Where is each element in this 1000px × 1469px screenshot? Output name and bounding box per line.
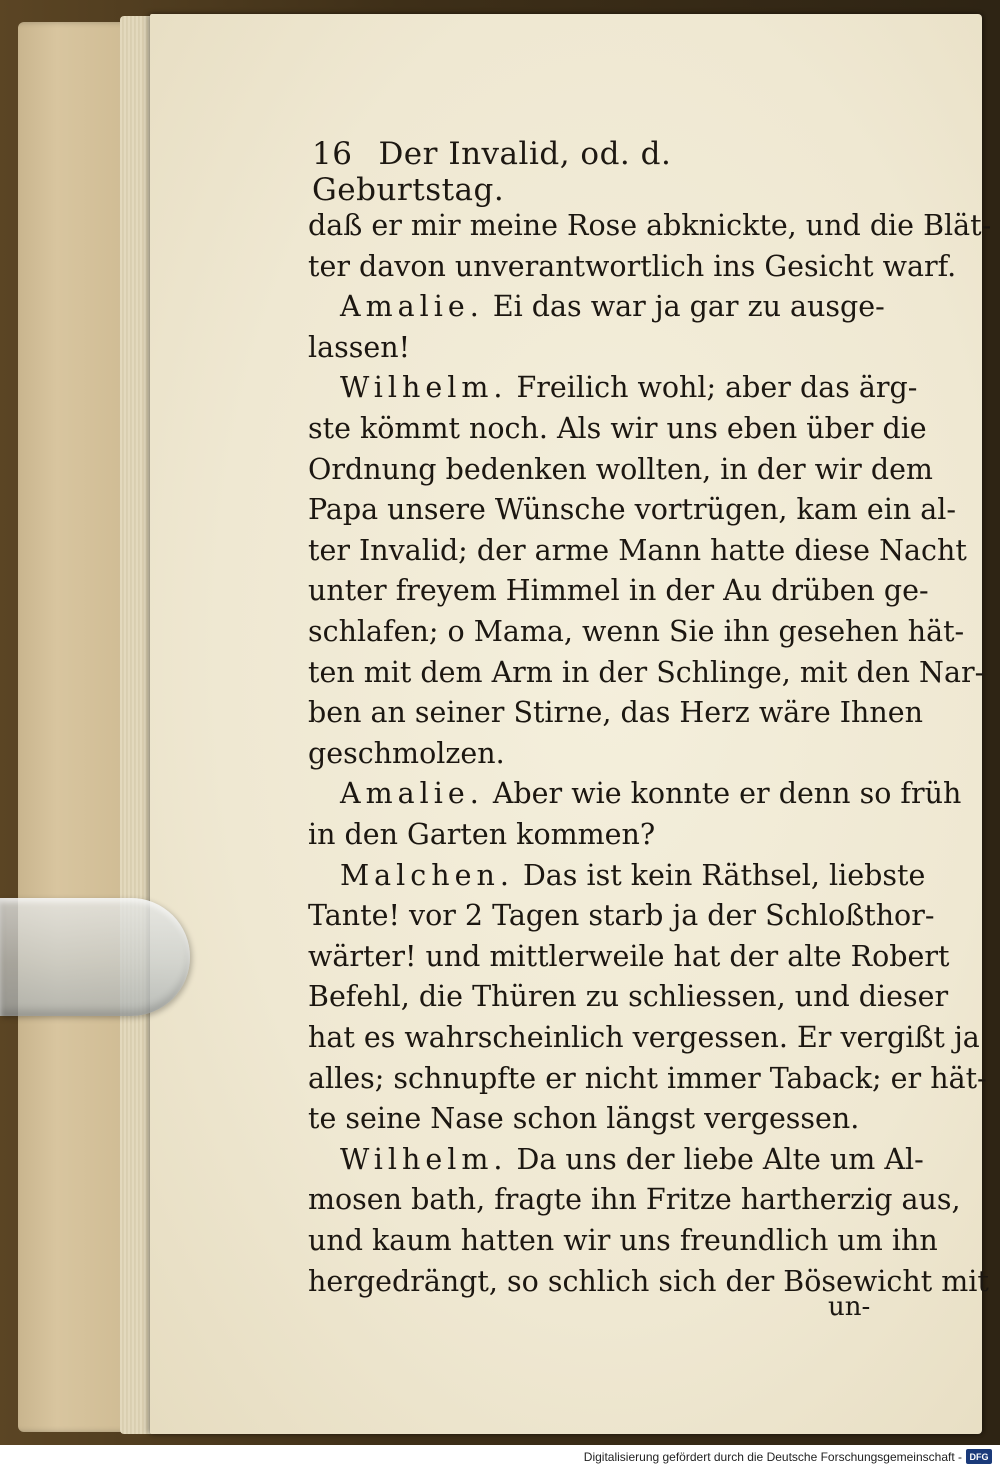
dfg-logo-icon: DFG [966,1449,992,1464]
line-text: lassen! [308,330,411,364]
text-line [308,209,992,242]
text-line [308,818,908,851]
running-head [312,136,872,208]
catchword: un- [828,1292,871,1322]
text-line [308,533,967,567]
line-text: ter Invalid; der arme Mann hatte diese Nacht [308,533,967,567]
text-line [340,1142,940,1176]
text-line [340,371,940,405]
text-line [308,1102,908,1136]
speaker-name: Malchen. [340,858,514,892]
footer-credit: Digitalisierung gefördert durch die Deutsche Forschungsgemeinschaft - [583,1450,962,1464]
text-line [308,615,965,648]
text-line [308,736,908,770]
text-line [308,899,935,933]
line-text: wärter! und mittlerweile hat der alte Robert [308,939,950,973]
text-line [308,655,985,689]
line-text: Befehl, die Thüren zu schliessen, und dieser [308,980,949,1014]
line-text: Das ist kein Räthsel, liebste [513,858,926,892]
text-line [308,696,923,730]
speaker-name: Amalie. [340,290,484,324]
text-line [308,1224,938,1257]
text-line [308,980,949,1014]
line-text: te seine Nase schon längst vergessen. [308,1102,860,1136]
text-line [340,777,962,811]
page-number: 16 [312,136,353,172]
line-text: ste kömmt noch. Als wir uns eben über die [308,412,927,445]
line-text: Da uns der liebe Alte um Al- [507,1142,924,1176]
text-line [340,290,940,324]
line-text: Aber wie konnte er denn so früh [483,777,962,811]
line-text: hergedrängt, so schlich sich der Bösewicht mit [308,1264,989,1298]
text-line [308,412,927,445]
plastic-page-clip [0,898,190,1016]
text-line [340,858,940,892]
text-line [308,493,957,527]
text-line [308,452,933,486]
line-text: unter freyem Himmel in der Au drüben ge- [308,574,929,608]
line-text: geschmolzen. [308,736,505,770]
line-text: Tante! vor 2 Tagen starb ja der Schloßthor- [308,899,935,933]
line-text: in den Garten kommen? [308,818,656,851]
text-line [308,1061,987,1095]
speaker-name: Wilhelm. [340,1142,508,1176]
text-line [308,939,950,973]
line-text: ter davon unverantwortlich ins Gesicht warf. [308,249,957,283]
text-line [308,249,957,283]
text-line [308,1183,961,1217]
line-text: Ordnung bedenken wollten, in der wir dem [308,452,933,486]
line-text: mosen bath, fragte ihn Fritze hartherzig aus, [308,1183,961,1217]
line-text: schlafen; o Mama, wenn Sie ihn gesehen hät- [308,615,965,648]
line-text: Papa unsere Wünsche vortrügen, kam ein al- [308,493,957,527]
line-text: Ei das war ja gar zu ausge- [483,290,885,324]
line-text: alles; schnupfte er nicht immer Taback; er hät- [308,1061,987,1095]
text-line [308,574,929,608]
line-text: Freilich wohl; aber das ärg- [507,371,918,405]
text-line [308,1021,980,1054]
line-text: und kaum hatten wir uns freundlich um ihn [308,1224,938,1257]
line-text: daß er mir meine Rose abknickte, und die Blät- [308,209,992,242]
text-line [308,1264,989,1298]
line-text: ten mit dem Arm in der Schlinge, mit den Nar- [308,655,985,689]
speaker-name: Amalie. [340,777,484,811]
text-line [308,330,908,364]
speaker-name: Wilhelm. [340,371,508,405]
line-text: hat es wahrscheinlich vergessen. Er vergißt ja [308,1021,980,1054]
running-head-title: Der Invalid, od. d. Geburtstag. [312,136,672,208]
line-text: ben an seiner Stirne, das Herz wäre Ihnen [308,696,923,730]
